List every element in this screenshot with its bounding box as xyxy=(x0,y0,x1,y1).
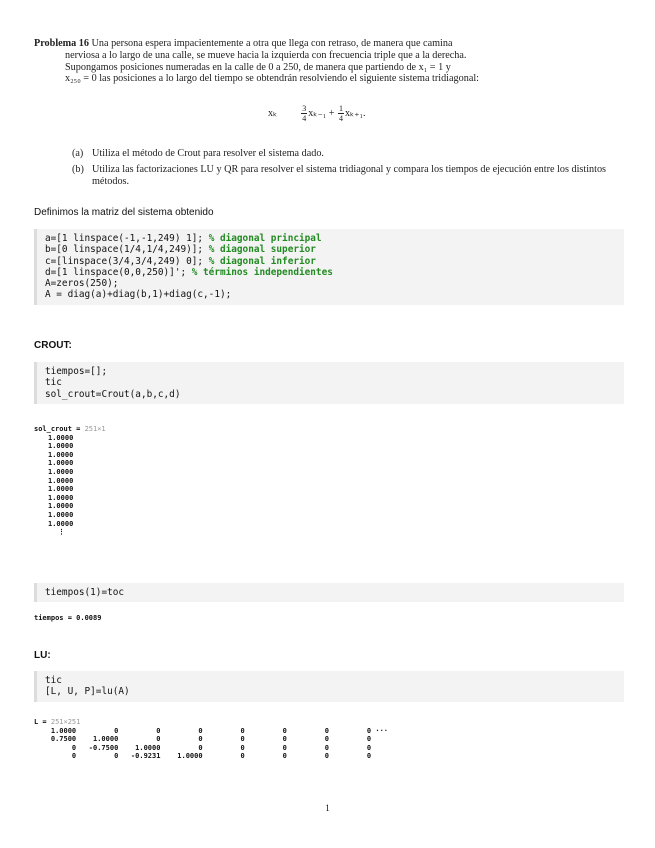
matrix-row: 0 -0.7500 1.0000 0 0 0 0 0 xyxy=(34,743,372,752)
code-line: [L, U, P]=lu(A) xyxy=(45,686,130,698)
matrix-row: 1.0000 0 0 0 0 0 0 0 ··· xyxy=(34,726,389,735)
output-variable-name: sol_crout = xyxy=(34,425,85,433)
output-value-row: 1.0000 xyxy=(48,510,74,519)
code-line: tic xyxy=(45,377,62,389)
section-title-crout: CROUT: xyxy=(34,340,72,351)
item-b: (b) Utiliza las factorizaciones LU y QR para resolver el sistema tridiagonal y compara los tiempos de ejecución entre los distintos métodos. xyxy=(72,163,607,187)
code-line: tiempos=[]; xyxy=(45,366,108,377)
output-dimensions: 251×251 xyxy=(50,718,81,726)
matrix-rows xyxy=(34,727,388,761)
tridiagonal-equation xyxy=(268,104,365,123)
item-a: (a) Utiliza el método de Crout para resolver el sistema dado. xyxy=(72,148,324,159)
code-block-matrix[interactable] xyxy=(34,229,624,305)
output-variable-name: L = xyxy=(34,718,51,726)
matrix-row: 0 0 -0.9231 1.0000 0 0 0 0 xyxy=(34,752,372,761)
code-line: b=[0 linspace(1/4,1/4,249)]; % diagonal superior xyxy=(45,244,316,256)
problem-line-1: Problema 16 Una persona espera impacientemente a otra que llega con retraso, de manera que camina xyxy=(34,38,453,49)
output-value-row: 1.0000 xyxy=(48,485,74,494)
problem-statement xyxy=(34,38,609,85)
output-tiempos: tiempos = 0.0089 xyxy=(34,614,102,622)
code-block-toc[interactable] xyxy=(34,583,624,602)
problem-line-4: x₂₅₀ = 0 las posiciones a lo largo del tiempo se obtendrán resolviendo el siguiente sistema tridiagonal: xyxy=(65,73,480,85)
output-values xyxy=(34,434,106,529)
code-block-lu[interactable] xyxy=(34,671,624,702)
output-sol-crout xyxy=(34,425,106,537)
output-value-row: 1.0000 xyxy=(48,493,74,502)
code-block-crout[interactable] xyxy=(34,362,624,404)
problem-heading: Problema 16 xyxy=(34,38,89,49)
output-dimensions: 251×1 xyxy=(84,425,106,433)
output-value-row: 1.0000 xyxy=(48,450,74,459)
code-line: tic xyxy=(45,675,62,686)
output-value-row: 1.0000 xyxy=(48,476,74,485)
output-value-row: 1.0000 xyxy=(48,433,74,442)
section-title-lu: LU: xyxy=(34,650,51,661)
equation-term-2: xₖ₊₁. xyxy=(344,107,366,119)
output-value-row: 1.0000 xyxy=(48,459,74,468)
intro-text: Definimos la matriz del sistema obtenido xyxy=(34,207,214,218)
output-matrix-l xyxy=(34,718,388,761)
fraction-three-quarters: $\frac{3}{4}$ xyxy=(302,104,307,123)
output-value-row: 1.0000 xyxy=(48,519,74,528)
code-line: d=[1 linspace(0,0,250)]'; % términos independientes xyxy=(45,266,333,278)
code-line: tiempos(1)=toc xyxy=(45,587,125,598)
code-line: A=zeros(250); xyxy=(45,278,119,290)
problem-items xyxy=(72,148,617,191)
problem-line-3: Supongamos posiciones numeradas en la calle de 0 a 250, de manera que partiendo de x₁ = 1 y xyxy=(65,61,451,73)
vertical-ellipsis: ⋮ xyxy=(58,528,65,537)
output-value-row: 1.0000 xyxy=(48,502,74,511)
problem-line-2: nerviosa a lo largo de una calle, se mueve hacia la izquierda con frecuencia triple que a la derecha. xyxy=(65,49,467,61)
equation-lhs: xₖ xyxy=(268,107,278,119)
page-number: 1 xyxy=(325,803,330,813)
matrix-row: 0.7500 1.0000 0 0 0 0 0 0 xyxy=(34,735,372,744)
output-value-row: 1.0000 xyxy=(48,442,74,451)
fraction-one-quarter: $\frac{1}{4}$ xyxy=(338,104,343,123)
code-line: A = diag(a)+diag(b,1)+diag(c,-1); xyxy=(45,289,232,301)
code-line: sol_crout=Crout(a,b,c,d) xyxy=(45,388,181,400)
code-line: c=[linspace(3/4,3/4,249) 0]; % diagonal inferior xyxy=(45,255,316,267)
output-value-row: 1.0000 xyxy=(48,467,74,476)
code-line: a=[1 linspace(-1,-1,249) 1]; % diagonal principal xyxy=(45,233,322,244)
equation-term-1: xₖ₋₁ + xyxy=(308,107,335,119)
